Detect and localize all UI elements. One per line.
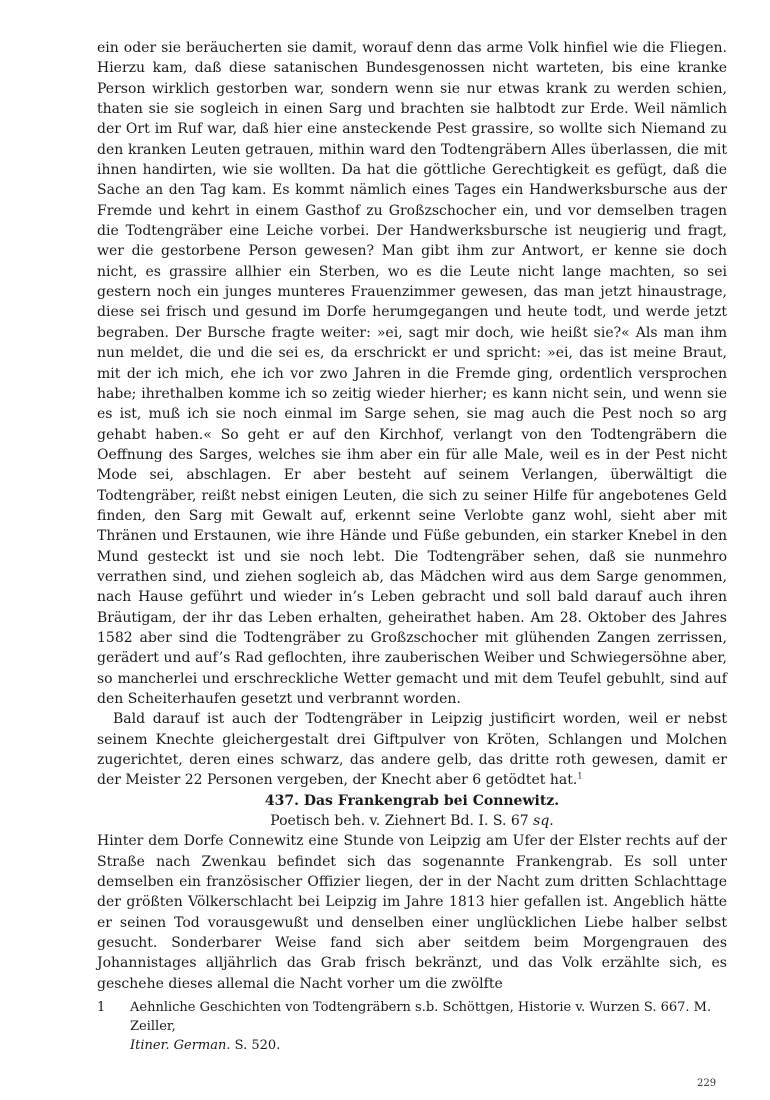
- section-source-italic: sq.: [533, 813, 554, 830]
- footnote-italic: Itiner. German.: [130, 1038, 231, 1054]
- paragraph-2: [97, 709, 727, 790]
- page-number: 229: [697, 1078, 717, 1089]
- footnote-text: [130, 998, 727, 1055]
- footnote-main: Aehnliche Geschichten von Todtengräbern s.b. Schöttgen, Historie v. Wurzen S. 667. M. Zeiller,: [130, 1000, 712, 1035]
- footnote: [97, 998, 727, 1055]
- footnote-number: 1: [97, 1000, 106, 1016]
- section-heading: 437. Das Frankengrab bei Connewitz.: [264, 792, 560, 809]
- footnote-tail: S. 520.: [234, 1038, 281, 1054]
- paragraph-2-text: Bald darauf ist auch der Todtengräber in Leipzig justificirt worden, weil er nebst seinem Knechte gleichergestalt drei Giftpulver von Kröten, Schlangen und Molchen zugerichtet, deren eines schwarz, das andere gelb, das dritte roth gewesen, damit er der Meister 22 Personen vergeben, der Knecht aber 6 getödtet hat.: [97, 711, 727, 789]
- section-source: [97, 811, 727, 831]
- paragraph-3: Hinter dem Dorfe Connewitz eine Stunde von Leipzig am Ufer der Elster rechts auf der Straße nach Zwenkau befindet sich das sogenannte Frankengrab. Es soll unter demselben ein französischer Offizier liegen, der in der Nacht zum dritten Schlachttage der größten Völkerschlacht bei Leipzig im Jahre 1813 hier gefallen ist. Angeblich hätte er seinen Tod vorausgewußt und denselben einer unglücklichen Liebe halber selbst gesucht. Sonderbarer Weise fand sich aber seitdem beim Morgengrauen des Johannistages alljährlich das Grab frisch bekränzt, und das Volk erzählte sich, es geschehe dieses allemal die Nacht vorher um die zwölfte: [97, 833, 727, 992]
- footnote-mark[interactable]: 1: [577, 771, 583, 781]
- paragraph-1: ein oder sie beräucherten sie damit, worauf denn das arme Volk hinfiel wie die Fliegen. Hierzu kam, daß diese satanischen Bundesgenossen nicht warteten, bis eine kranke Person wirklich gestorben war, sondern wenn sie nur etwas krank zu werden schien, thaten sie sie sogleich in einen Sarg und brachten sie halbtodt zur Erde. Weil nämlich der Ort im Ruf war, daß hier eine ansteckende Pest grassire, so wollte sich Niemand zu den kranken Leuten getrauen, mithin ward den Todtengräbern Alles überlassen, die mit ihnen handirten, wie sie wollten. Da hat die göttliche Gerechtigkeit es gefügt, daß die Sache an den Tag kam. Es kommt nämlich eines Tages ein Handwerksbursche aus der Fremde und kehrt in einem Gasthof zu Großzschocher ein, und vor demselben tragen die Todtengräber eine Leiche vorbei. Der Handwerksbursche ist neugierig und fragt, wer die gestorbene Person gewesen? Man gibt ihm zur Antwort, er kenne sie doch nicht, es grassire allhier ein Sterben, wo es die Leute nicht lange machten, so sei gestern noch ein junges munteres Frauenzimmer gewesen, das man jetzt hinaustrage, diese sei frisch und gesund im Dorfe herumgegangen und heute todt, und werde jetzt begraben. Der Bursche fragte weiter: »ei, sagt mir doch, wie heißt sie?« Als man ihm nun meldet, die und die sei es, da erschrickt er und spricht: »ei, das ist meine Braut, mit der ich mich, ehe ich vor zwo Jahren in die Fremde ging, ordentlich versprochen habe; ihrethalben komme ich so zeitig wieder hierher; es kann nicht sein, und wenn sie es ist, muß ich sie noch einmal im Sarge sehen, sie mag auch die Pest noch so arg gehabt haben.« So geht er auf den Kirchhof, verlangt von den Todtengräbern die Oeffnung des Sarges, welches sie ihm aber ein für alle Male, weil es in der Pest nicht Mode sei, abschlagen. Er aber besteht auf seinem Verlangen, überwältigt die Todtengräber, reißt nebst einigen Leuten, die sich zu seiner Hilfe für angebotenes Geld finden, den Sarg mit Gewalt auf, erkennt seine Verlobte ganz wohl, sieht aber mit Thränen und Erstaunen, wie ihre Hände und Füße gebunden, ein starker Knebel in den Mund gesteckt ist und sie noch lebt. Die Todtengräber sehen, daß sie nunmehro verrathen sind, und ziehen sogleich ab, das Mädchen wird aus dem Sarge genommen, nach Hause geführt und wieder in’s Leben gebracht und soll bald darauf auch ihren Bräutigam, der ihr das Leben erhalten, geheirathet haben. Am 28. Oktober des Jahres 1582 aber sind die Todtengräber zu Großzschocher mit glühenden Zangen zerrissen, gerädert und auf’s Rad geflochten, ihre zauberischen Weiber und Schwiegersöhne aber, so mancherlei und erschreckliche Wetter gemacht und mit dem Teufel gebuhlt, sind auf den Scheiterhaufen gesetzt und verbrannt worden.: [97, 40, 727, 707]
- section-source-text: Poetisch beh. v. Ziehnert Bd. I. S. 67: [270, 813, 529, 830]
- page-content: [97, 38, 727, 1055]
